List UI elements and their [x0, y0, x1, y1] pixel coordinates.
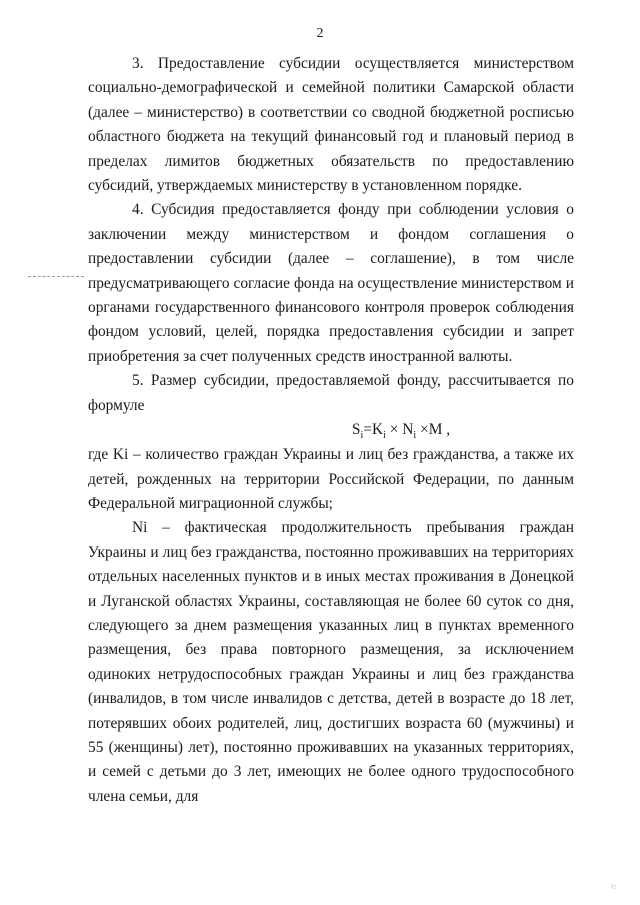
formula-times-2: × [420, 421, 429, 439]
formula-n-index: i [413, 430, 417, 442]
scan-artifact-dots [28, 276, 84, 277]
paragraph-3: 3. Предоставление субсидии осуществляется министерством социально-демографической и семейной политики Самарской области (далее – министерство) в соответствии со сводной бюджетной росписью областного бюджета на текущий финансовый год и плановый период в пределах лимитов бюджетных обязательств по предоставлению субсидий, утверждаемых министерству в установленном порядке. [88, 55, 574, 195]
formula-s-index: i [360, 430, 364, 442]
formula-times-1: × [389, 421, 399, 439]
paragraph-4: 4. Субсидия предоставляется фонду при соблюдении условия о заключении между министерством и фондом соглашения о предоставлении субсидии (далее – соглашение), в том числе предусматривающего согласие фонда на осуществление министерством и органами государственного финансового контроля проверок соблюдения фондом условий, целей, порядка предоставления субсидии и запрет приобретения за счет полученных средств иностранной валюты. [88, 201, 574, 365]
paragraph-5: 5. Размер субсидии, предоставляемой фонду, рассчитывается по формуле [88, 372, 574, 414]
definition-ni: Ni – фактическая продолжительность пребывания граждан Украины и лиц без гражданства, постоянно проживавших на территориях отдельных населенных пунктов и в иных местах проживания в Донецкой и Луганской областях Украины, составляющая не более 60 суток со дня, следующего за днем размещения указанных лиц в пунктах временного размещения, без права повторного размещения, за исключением одиноких нетрудоспособных граждан Украины и лиц без гражданства (инвалидов, в том числе инвалидов с детства, детей в возрасте до 18 лет, потерявших обоих родителей, лиц, достигших возраста 60 (мужчины) и 55 (женщины) лет), постоянно проживавших на указанных территориях, и семей с детьми до 3 лет, имеющих не более одного трудоспособного члена семьи, для [88, 519, 574, 805]
formula-n: N [402, 421, 414, 439]
subsidy-formula [88, 418, 574, 443]
formula-equals: = [363, 421, 372, 439]
document-body [88, 52, 574, 809]
page-number: 2 [316, 26, 324, 41]
formula-k: K [371, 421, 384, 439]
definition-ki: где Ki – количество граждан Украины и лиц без гражданства, а также их детей, рожденных на территории Российской Федерации, по данным Федеральной миграционной службы; [88, 446, 574, 512]
formula-s: S [351, 421, 361, 439]
formula-m: M [428, 421, 443, 439]
formula-k-index: i [383, 430, 386, 442]
formula-tail: , [442, 421, 451, 439]
scan-mark: ⁘ [608, 880, 620, 894]
